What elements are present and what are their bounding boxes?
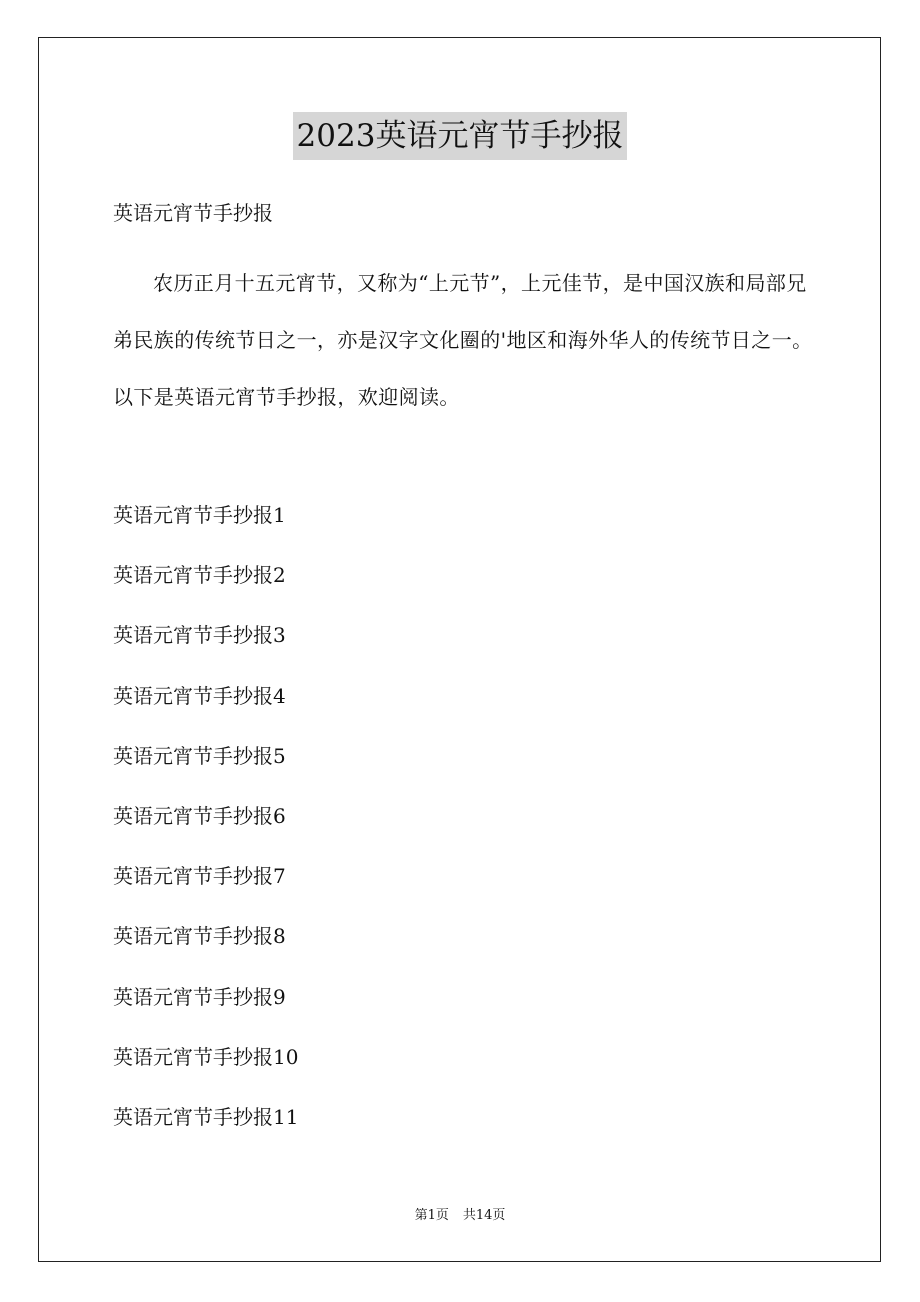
toc-item[interactable]: 英语元宵节手抄报2 xyxy=(113,563,286,588)
toc-item[interactable]: 英语元宵节手抄报4 xyxy=(113,683,286,708)
toc-item[interactable]: 英语元宵节手抄报5 xyxy=(113,743,286,768)
toc-item[interactable]: 英语元宵节手抄报1 xyxy=(113,503,286,527)
document-title: 2023英语元宵节手抄报 xyxy=(293,112,628,160)
toc-item[interactable]: 英语元宵节手抄报3 xyxy=(113,623,286,648)
toc-item[interactable]: 英语元宵节手抄报11 xyxy=(113,1104,299,1129)
toc-list xyxy=(113,500,298,1162)
toc-item[interactable]: 英语元宵节手抄报7 xyxy=(113,864,286,889)
document-subtitle: 英语元宵节手抄报 xyxy=(113,201,273,225)
page-number-current: 第1页 xyxy=(414,1208,449,1223)
toc-item[interactable]: 英语元宵节手抄报9 xyxy=(113,984,286,1009)
toc-item[interactable]: 英语元宵节手抄报6 xyxy=(113,803,286,828)
page-footer xyxy=(0,1207,920,1225)
toc-item[interactable]: 英语元宵节手抄报10 xyxy=(113,1044,299,1069)
intro-paragraph: 农历正月十五元宵节，又称为“上元节”，上元佳节，是中国汉族和局部兄弟民族的传统节日之一，亦是汉字文化圈的'地区和海外华人的传统节日之一。以下是英语元宵节手抄报，欢迎阅读。 xyxy=(113,271,813,409)
page-number-total: 共14页 xyxy=(462,1208,506,1223)
toc-item[interactable]: 英语元宵节手抄报8 xyxy=(113,924,286,949)
title-container xyxy=(0,112,920,160)
